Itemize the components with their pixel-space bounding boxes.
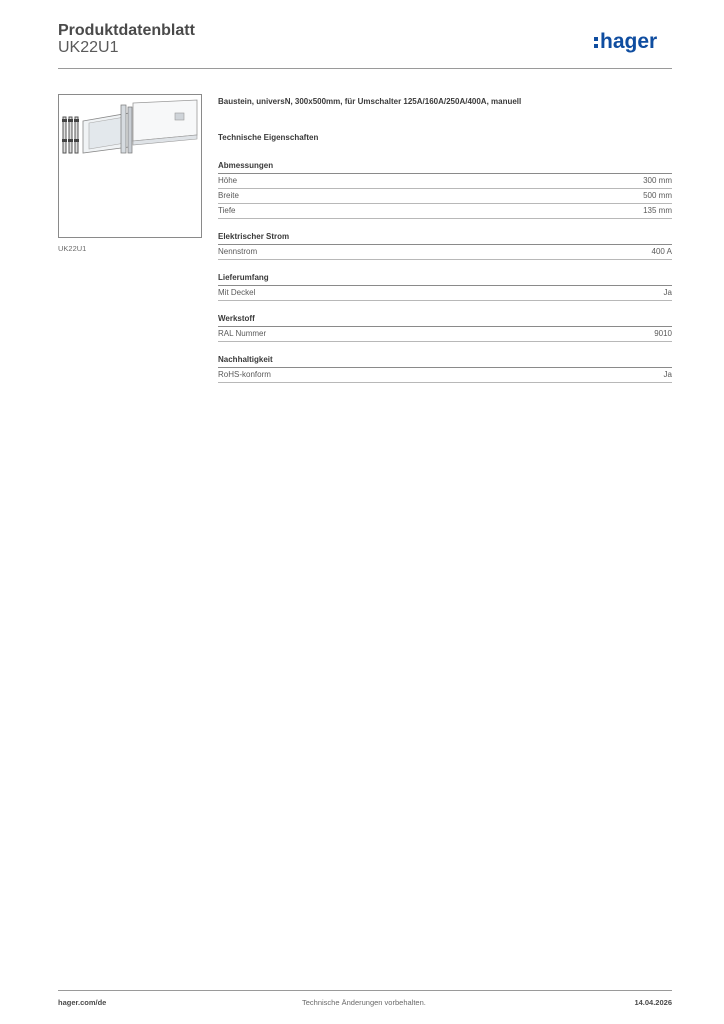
property-group bbox=[218, 232, 672, 260]
article-number: UK22U1 bbox=[58, 39, 119, 56]
property-group bbox=[218, 355, 672, 383]
property-label: Mit Deckel bbox=[218, 288, 256, 297]
property-group bbox=[218, 161, 672, 219]
section-heading: Technische Eigenschaften bbox=[218, 133, 319, 142]
footer-date: 14.04.2026 bbox=[634, 998, 672, 1007]
rail-part-icon bbox=[75, 117, 78, 153]
property-value: Ja bbox=[663, 370, 672, 379]
property-row bbox=[218, 368, 672, 383]
product-photo-icon bbox=[59, 95, 201, 237]
hager-logo bbox=[594, 27, 674, 57]
property-label: Nennstrom bbox=[218, 247, 258, 256]
property-row bbox=[218, 245, 672, 260]
footer-website: hager.com/de bbox=[58, 998, 107, 1007]
group-title: Elektrischer Strom bbox=[218, 232, 672, 245]
property-value: 300 mm bbox=[643, 176, 672, 185]
property-value: Ja bbox=[663, 288, 672, 297]
logo-text: hager bbox=[600, 30, 658, 53]
footer-note: Technische Änderungen vorbehalten. bbox=[302, 998, 426, 1007]
header-divider bbox=[58, 68, 672, 69]
group-title: Abmessungen bbox=[218, 161, 672, 174]
property-row bbox=[218, 286, 672, 301]
property-group bbox=[218, 314, 672, 342]
product-description: Baustein, universN, 300x500mm, für Umschalter 125A/160A/250A/400A, manuell bbox=[218, 97, 522, 106]
property-label: RAL Nummer bbox=[218, 329, 267, 338]
rail-part-icon bbox=[63, 117, 66, 153]
property-value: 400 A bbox=[651, 247, 672, 256]
property-row bbox=[218, 204, 672, 219]
group-title: Lieferumfang bbox=[218, 273, 672, 286]
property-value: 500 mm bbox=[643, 191, 672, 200]
property-value: 135 mm bbox=[643, 206, 672, 215]
property-label: Tiefe bbox=[218, 206, 236, 215]
property-row bbox=[218, 174, 672, 189]
group-title: Werkstoff bbox=[218, 314, 672, 327]
property-row bbox=[218, 189, 672, 204]
page-title: Produktdatenblatt bbox=[58, 22, 195, 39]
property-row bbox=[218, 327, 672, 342]
footer-divider bbox=[58, 990, 672, 991]
property-label: Breite bbox=[218, 191, 239, 200]
property-label: Höhe bbox=[218, 176, 238, 185]
property-label: RoHS-konform bbox=[218, 370, 271, 379]
property-group bbox=[218, 273, 672, 301]
rail-part-icon bbox=[69, 117, 72, 153]
group-title: Nachhaltigkeit bbox=[218, 355, 672, 368]
product-image bbox=[58, 94, 202, 238]
image-caption: UK22U1 bbox=[58, 244, 87, 253]
product-details bbox=[218, 97, 672, 396]
property-value: 9010 bbox=[654, 329, 672, 338]
